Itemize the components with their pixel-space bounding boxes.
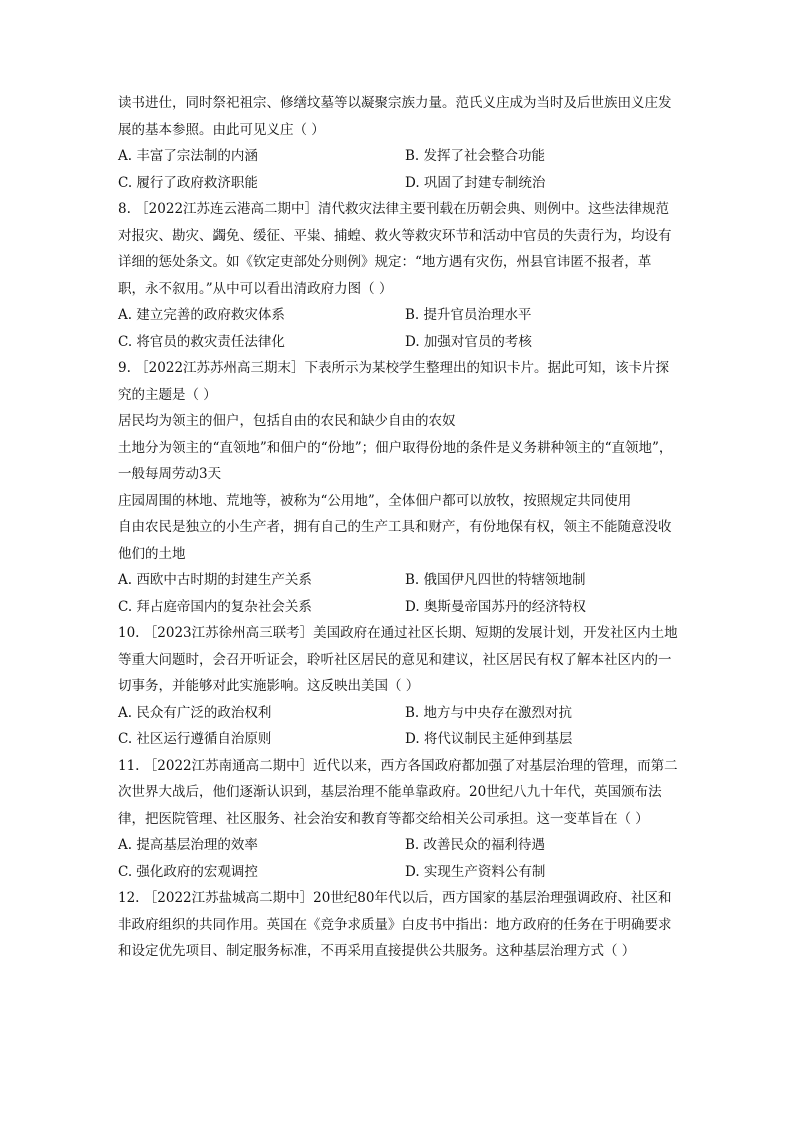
question-text: 12. ［2022江苏盐城高二期中］20世纪80年代以后，西方国家的基层治理强调政府、社区和非政府组织的共同作用。英国在《竞争求质量》白皮书中指出：地方政府的任务在于明确要求和设定优先项目、制定服务标准，不再采用直接提供公共服务。这种基层治理方式（ ） <box>118 890 672 959</box>
option-b: B. 改善民众的福利待遇 <box>405 837 546 853</box>
option-c: C. 履行了政府救济职能 <box>118 174 258 191</box>
question-9 <box>118 355 678 620</box>
option-c: C. 将官员的救灾责任法律化 <box>118 333 285 350</box>
document-page <box>118 90 678 965</box>
option-b: B. 发挥了社会整合功能 <box>405 148 546 164</box>
question-11 <box>118 753 678 886</box>
question-options <box>118 567 678 620</box>
question-12 <box>118 885 678 965</box>
option-a: A. 西欧中古时期的封建生产关系 <box>118 572 312 588</box>
option-b: B. 俄国伊凡四世的特辖领地制 <box>405 572 586 588</box>
question-options <box>118 832 678 885</box>
question-text: 10. ［2023江苏徐州高三联考］美国政府在通过社区长期、短期的发展计划，开发社区内土地等重大问题时，会召开听证会，聆听社区居民的意见和建议，社区居民有权了解本社区内的一切事务，并能够对此实施影响。这反映出美国（ ） <box>118 625 678 694</box>
option-a: A. 提高基层治理的效率 <box>118 837 258 853</box>
option-d: D. 巩固了封建专制统治 <box>405 174 546 191</box>
question-8 <box>118 196 678 355</box>
question-10 <box>118 620 678 753</box>
option-b: B. 地方与中央存在激烈对抗 <box>405 704 573 721</box>
knowledge-card-line: 土地分为领主的“直领地”和佃户的“份地”；佃户取得份地的条件是义务耕种领主的“直领地”，一般每周劳动3天 <box>118 439 673 482</box>
option-a: A. 建立完善的政府救灾体系 <box>118 307 285 323</box>
intro-options <box>118 143 678 196</box>
question-options <box>118 302 678 355</box>
option-d: D. 实现生产资料公有制 <box>405 863 546 880</box>
question-text: 9. ［2022江苏苏州高三期末］下表所示为某校学生整理出的知识卡片。据此可知，该卡片探究的主题是（ ） <box>118 360 670 403</box>
option-d: D. 奥斯曼帝国苏丹的经济特权 <box>405 598 586 615</box>
option-c: C. 拜占庭帝国内的复杂社会关系 <box>118 598 312 615</box>
question-text: 8. ［2022江苏连云港高二期中］清代救灾法律主要刊载在历朝会典、则例中。这些法律规范对报灾、勘灾、蠲免、缓征、平粜、捕蝗、救火等救灾环节和活动中官员的失责行为，均设有详细的惩处条文。如《钦定吏部处分则例》规定：“地方遇有灾伤，州县官讳匿不报者，革职，永不叙用。”从中可以看出清政府力图（ ） <box>118 201 672 297</box>
intro-question <box>118 90 678 196</box>
intro-text: 读书进仕，同时祭祀祖宗、修缮坟墓等以凝聚宗族力量。范氏义庄成为当时及后世族田义庄发展的基本参照。由此可见义庄（ ） <box>118 95 672 138</box>
option-c: C. 强化政府的宏观调控 <box>118 863 258 880</box>
knowledge-card-line: 居民均为领主的佃户，包括自由的农民和缺少自由的农奴 <box>118 413 456 429</box>
knowledge-card-line: 庄园周围的林地、荒地等，被称为“公用地”，全体佃户都可以放牧，按照规定共同使用 <box>118 492 632 509</box>
question-options <box>118 700 678 753</box>
option-d: D. 加强对官员的考核 <box>405 333 532 350</box>
option-b: B. 提升官员治理水平 <box>405 307 532 323</box>
option-a: A. 民众有广泛的政治权利 <box>118 704 272 721</box>
knowledge-card-line: 自由农民是独立的小生产者，拥有自己的生产工具和财产，有份地保有权，领主不能随意没收他们的土地 <box>118 519 672 562</box>
option-c: C. 社区运行遵循自治原则 <box>118 731 272 747</box>
question-text: 11. ［2022江苏南通高二期中］近代以来，西方各国政府都加强了对基层治理的管理，而第二次世界大战后，他们逐渐认识到，基层治理不能单靠政府。20世纪八九十年代，英国颁布法律，把医院管理、社区服务、社会治安和教育等都交给相关公司承担。这一变革旨在（ ） <box>118 757 678 827</box>
option-a: A. 丰富了宗法制的内涵 <box>118 148 258 164</box>
option-d: D. 将代议制民主延伸到基层 <box>405 731 573 747</box>
